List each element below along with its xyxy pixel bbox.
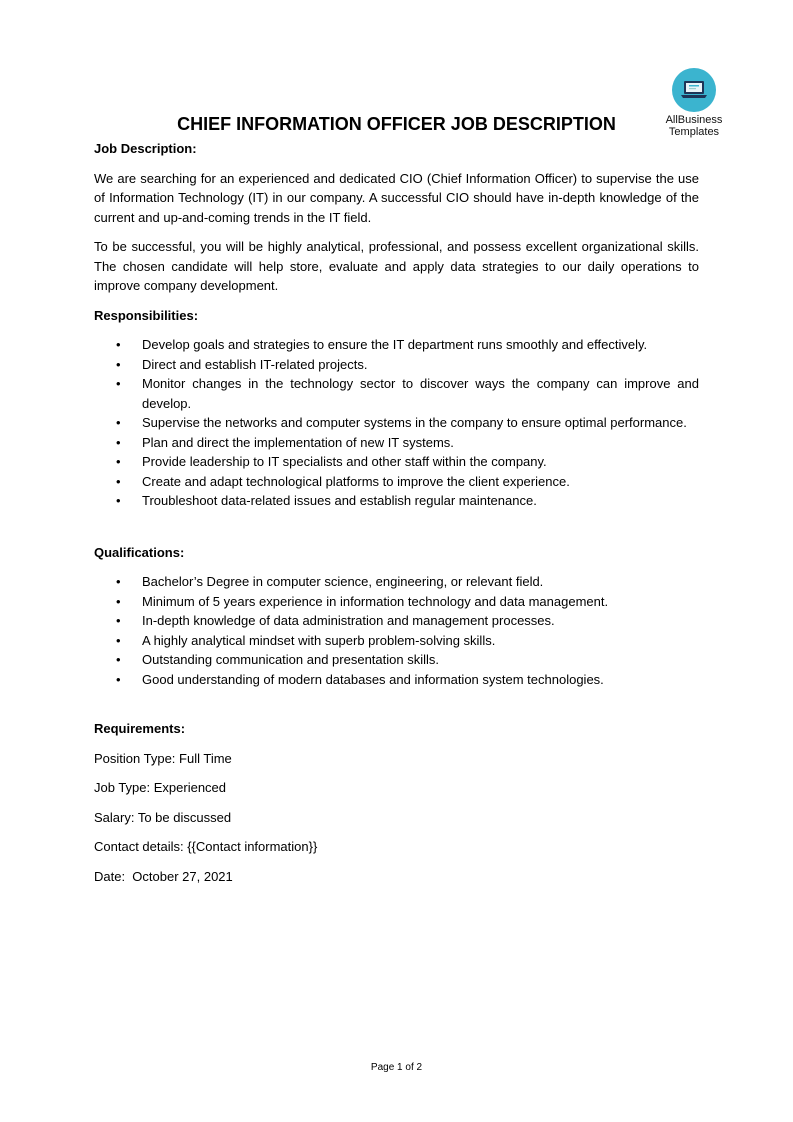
responsibilities-list — [94, 335, 699, 511]
bullet-icon: • — [116, 671, 121, 687]
list-item-text: Minimum of 5 years experience in information technology and data management. — [142, 593, 609, 609]
job-type: Job Type: Experienced — [94, 780, 227, 795]
list-item-text: Outstanding communication and presentation skills. — [142, 652, 439, 667]
bullet-icon: • — [116, 376, 121, 391]
bullet-icon: • — [116, 415, 121, 430]
job-description-heading: Job Description: — [94, 141, 197, 156]
job-description-paragraph-2: To be successful, you will be highly analytical, professional, and possess excellent organizational skills. The chosen candidate will help store, evaluate and apply data strategies to our daily operations to improve company development. — [94, 239, 699, 293]
date: Date: October 27, 2021 — [94, 868, 233, 884]
list-item — [94, 650, 699, 670]
bullet-icon: • — [116, 493, 121, 508]
salary: Salary: To be discussed — [94, 809, 232, 825]
page-number: Page 1 of 2 — [370, 1062, 423, 1073]
list-item-text: Plan and direct the implementation of new IT systems. — [142, 434, 454, 450]
list-item — [94, 335, 699, 355]
requirements-heading: Requirements: — [94, 721, 186, 736]
list-item-text: A highly analytical mindset with superb problem-solving skills. — [142, 632, 496, 648]
contact-details: Contact details: {{Contact information}} — [94, 839, 318, 854]
bullet-icon: • — [116, 574, 121, 589]
list-item-text: Direct and establish IT-related projects. — [142, 356, 368, 372]
list-item-text: Provide leadership to IT specialists and other staff within the company. — [142, 454, 547, 469]
bullet-icon: • — [116, 473, 121, 489]
responsibilities-heading: Responsibilities: — [94, 307, 199, 323]
list-item — [94, 491, 699, 511]
list-item-text: Troubleshoot data-related issues and establish regular maintenance. — [142, 493, 537, 508]
list-item-text: Develop goals and strategies to ensure the IT department runs smoothly and effectively. — [142, 337, 648, 352]
list-item-text: Good understanding of modern databases and information system technologies. — [142, 671, 604, 687]
qualifications-list — [94, 572, 699, 689]
document-title: CHIEF INFORMATION OFFICER JOB DESCRIPTION — [177, 114, 616, 134]
position-type: Position Type: Full Time — [94, 750, 232, 766]
list-item — [94, 670, 699, 690]
list-item — [94, 592, 699, 612]
list-item — [94, 355, 699, 375]
spacer — [94, 689, 699, 719]
list-item — [94, 374, 699, 413]
list-item — [94, 413, 699, 433]
bullet-icon: • — [116, 434, 121, 450]
list-item-text: Bachelor’s Degree in computer science, engineering, or relevant field. — [142, 574, 544, 589]
qualifications-heading: Qualifications: — [94, 544, 185, 560]
list-item — [94, 472, 699, 492]
bullet-icon: • — [116, 593, 121, 609]
list-item — [94, 611, 699, 631]
list-item — [94, 433, 699, 453]
laptop-icon — [672, 68, 716, 112]
list-item-text: In-depth knowledge of data administration and management processes. — [142, 613, 555, 628]
list-item — [94, 452, 699, 472]
bullet-icon: • — [116, 652, 121, 667]
document-body — [94, 139, 699, 886]
job-description-paragraph-1: We are searching for an experienced and dedicated CIO (Chief Information Officer) to supervise the use of Information Technology (IT) in our company. A successful CIO should have in-depth knowledge of the current and up-and-coming trends in the IT field. — [94, 170, 699, 225]
list-item-text: Create and adapt technological platforms to improve the client experience. — [142, 473, 570, 489]
bullet-icon: • — [116, 632, 121, 648]
bullet-icon: • — [116, 454, 121, 469]
list-item — [94, 572, 699, 592]
bullet-icon: • — [116, 356, 121, 372]
list-item-text: Monitor changes in the technology sector to discover ways the company can improve and develop. — [142, 376, 699, 411]
logo-line-2: Templates — [668, 126, 720, 138]
list-item — [94, 631, 699, 651]
list-item-text: Supervise the networks and computer systems in the company to ensure optimal performance. — [142, 415, 687, 430]
bullet-icon: • — [116, 337, 121, 352]
bullet-icon: • — [116, 613, 121, 628]
spacer — [94, 511, 699, 533]
logo-line-1: AllBusiness — [665, 114, 723, 126]
